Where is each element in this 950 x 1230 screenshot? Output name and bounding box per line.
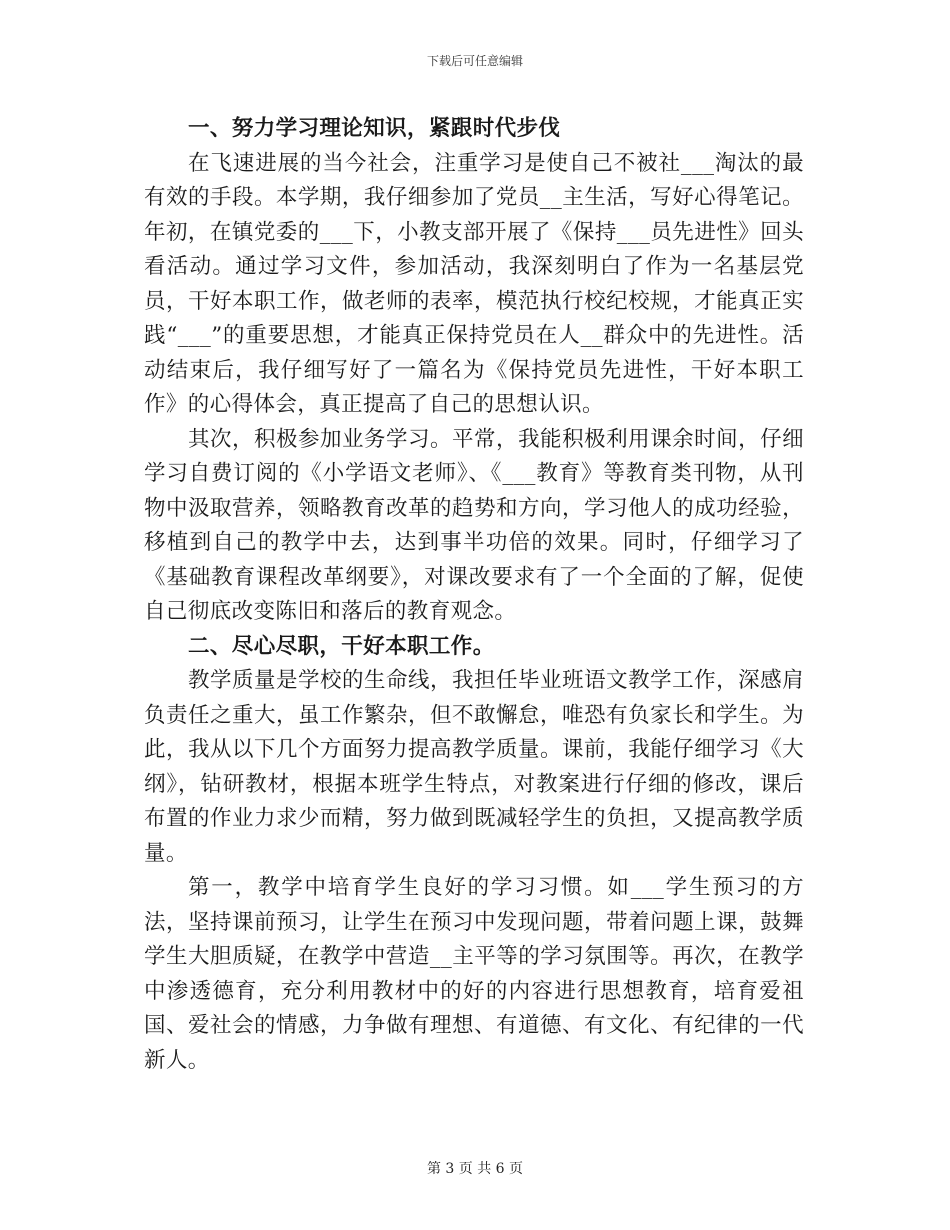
- section-heading-2: 二、尽心尽职，干好本职工作。: [188, 633, 495, 659]
- section-heading-1: 一、努力学习理论知识，紧跟时代步伐: [188, 116, 561, 141]
- page-header-note: 下载后可任意编辑: [426, 54, 523, 68]
- page-number: 第 3 页 共 6 页: [426, 1161, 524, 1177]
- paragraph-3: 教学质量是学校的生命线，我担任毕业班语文教学工作，深感肩负责任之重大，虽工作繁杂，但不敢懈怠，唯恐有负家长和学生。为此，我从以下几个方面努力提高教学质量。课前，我能仔细学习《大纲》，钻研教材，根据本班学生特点，对教案进行仔细的修改，课后布置的作业力求少而精，努力做到既减轻学生的负担，又提高教学质量。: [144, 668, 804, 866]
- paragraph-4: 第一，教学中培育学生良好的学习习惯。如___学生预习的方法，坚持课前预习，让学生在预习中发现问题，带着问题上课，鼓舞学生大胆质疑，在教学中营造__主平等的学习氛围等。再次，在教学中渗透德育，充分利用教材中的好的内容进行思想教育，培育爱祖国、爱社会的情感，力争做有理想、有道德、有文化、有纪律的一代新人。: [144, 875, 804, 1073]
- document-body: [144, 112, 804, 1078]
- paragraph-2: 其次，积极参加业务学习。平常，我能积极利用课余时间，仔细学习自费订阅的《小学语文老师》、《___教育》等教育类刊物，从刊物中汲取营养，领略教育改革的趋势和方向，学习他人的成功经验，移植到自己的教学中去，达到事半功倍的效果。同时，仔细学习了《基础教育课程改革纲要》，对课改要求有了一个全面的了解，促使自己彻底改变陈旧和落后的教育观念。: [144, 426, 804, 624]
- paragraph-1: 在飞速进展的当今社会，注重学习是使自己不被社___淘汰的最有效的手段。本学期，我仔细参加了党员__主生活，写好心得笔记。年初，在镇党委的___下，小教支部开展了《保持___员先进性》回头看活动。通过学习文件，参加活动，我深刻明白了作为一名基层党员，干好本职工作，做老师的表率，模范执行校纪校规，才能真正实践“___”的重要思想，才能真正保持党员在人__群众中的先进性。活动结束后，我仔细写好了一篇名为《保持党员先进性，干好本职工作》的心得体会，真正提高了自己的思想认识。: [144, 150, 804, 417]
